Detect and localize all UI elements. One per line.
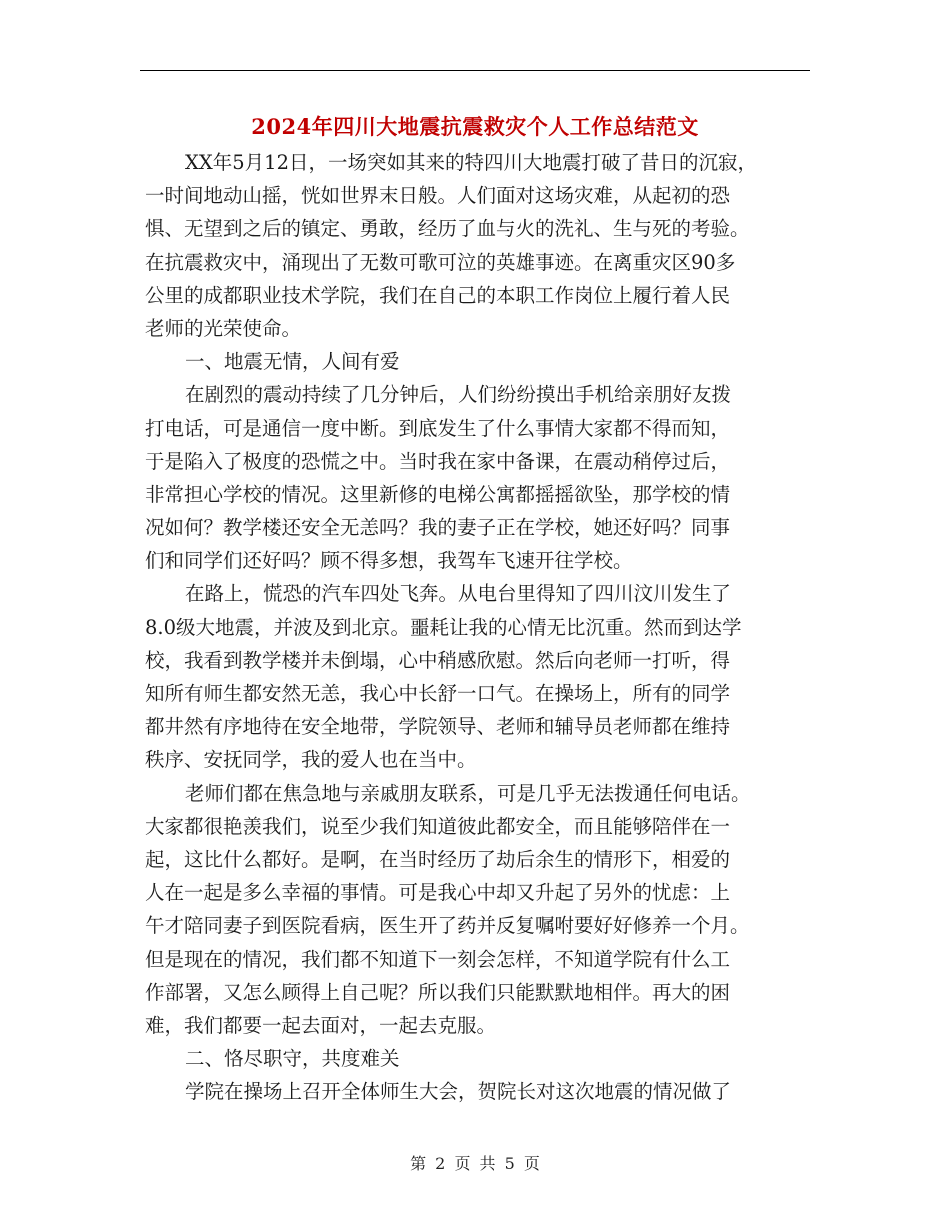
text-line: 在抗震救灾中，涌现出了无数可歌可泣的英雄事迹。在离重灾区90多: [145, 250, 736, 274]
text-line: 一时间地动山摇，恍如世界末日般。人们面对这场灾难，从起初的恐: [145, 184, 731, 208]
text-line: 作部署，又怎么顾得上自己呢？所以我们只能默默地相伴。再大的困: [145, 980, 731, 1004]
text-line: 惧、无望到之后的镇定、勇敢，经历了血与火的洗礼、生与死的考验。: [145, 217, 750, 241]
page-number: 第 2 页 共 5 页: [410, 1154, 540, 1173]
text-line: 在剧烈的震动持续了几分钟后，人们纷纷摸出手机给亲朋好友拨: [185, 383, 732, 407]
text-line: 8.0级大地震，并波及到北京。噩耗让我的心情无比沉重。然而到达学: [145, 615, 742, 639]
text-line: 午才陪同妻子到医院看病，医生开了药并反复嘱咐要好好修养一个月。: [145, 914, 750, 938]
header-divider: [140, 70, 810, 71]
text-line: 老师的光荣使命。: [145, 316, 302, 340]
text-line: 秩序、安抚同学，我的爱人也在当中。: [145, 748, 477, 772]
text-line: 于是陷入了极度的恐慌之中。当时我在家中备课，在震动稍停过后，: [145, 449, 731, 473]
document-title: 2024年四川大地震抗震救灾个人工作总结范文: [251, 114, 699, 139]
text-line: XX年5月12日，一场突如其来的特四川大地震打破了昔日的沉寂，: [185, 151, 757, 174]
text-line: 在路上，慌恐的汽车四处飞奔。从电台里得知了四川汶川发生了: [185, 582, 732, 606]
text-line: 大家都很艳羡我们，说至少我们知道彼此都安全，而且能够陪伴在一: [145, 814, 731, 838]
text-line: 非常担心学校的情况。这里新修的电梯公寓都摇摇欲坠，那学校的情: [145, 482, 731, 506]
text-line: 人在一起是多么幸福的事情。可是我心中却又升起了另外的忧虑：上: [145, 881, 731, 905]
document-body: [145, 146, 815, 1108]
text-line: 都井然有序地待在安全地带，学院领导、老师和辅导员老师都在维持: [145, 715, 731, 739]
text-line: 打电话，可是通信一度中断。到底发生了什么事情大家都不得而知，: [145, 416, 731, 440]
text-line: 学院在操场上召开全体师生大会，贺院长对这次地震的情况做了: [185, 1080, 732, 1104]
text-line: 们和同学们还好吗？顾不得多想，我驾车飞速开往学校。: [145, 549, 633, 573]
text-line: 起，这比什么都好。是啊，在当时经历了劫后余生的情形下，相爱的: [145, 847, 731, 871]
text-line: 知所有师生都安然无恙，我心中长舒一口气。在操场上，所有的同学: [145, 682, 731, 705]
text-line: 一、地震无情，人间有爱: [185, 350, 400, 374]
text-line: 公里的成都职业技术学院，我们在自己的本职工作岗位上履行着人民: [145, 283, 731, 307]
text-line: 难，我们都要一起去面对，一起去克服。: [145, 1013, 497, 1037]
text-line: 校，我看到教学楼并未倒塌，心中稍感欣慰。然后向老师一打听，得: [145, 648, 731, 672]
text-line: 老师们都在焦急地与亲戚朋友联系，可是几乎无法拨通任何电话。: [185, 781, 751, 805]
text-line: 况如何？教学楼还安全无恙吗？我的妻子正在学校，她还好吗？同事: [145, 516, 731, 540]
text-line: 但是现在的情况，我们都不知道下一刻会怎样，不知道学院有什么工: [145, 947, 731, 971]
text-line: 二、恪尽职守，共度难关: [185, 1047, 400, 1071]
